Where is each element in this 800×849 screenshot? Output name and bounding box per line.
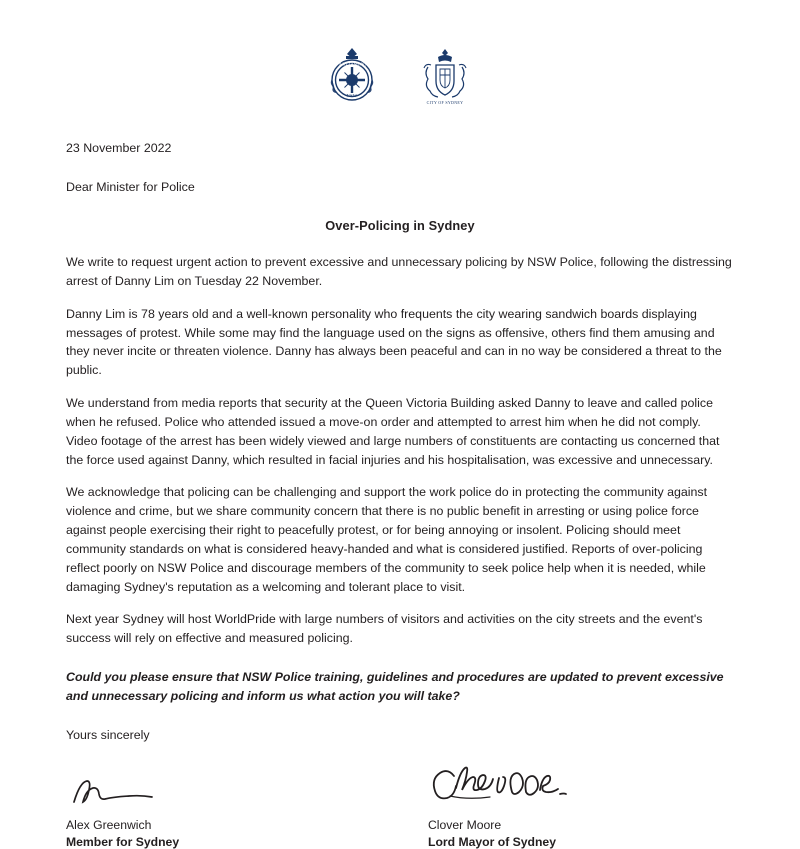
city-of-sydney-crest-icon — [414, 45, 476, 112]
letter-body — [66, 253, 734, 648]
signatory-clover-moore — [428, 756, 668, 849]
letter-paragraph: Next year Sydney will host WorldPride with large numbers of visitors and activities on the city streets and the event's success will rely on effective and measured policing. — [66, 612, 703, 646]
letter-call-to-action: Could you please ensure that NSW Police training, guidelines and procedures are updated to prevent excessive and unnecessary policing and inform us what action you will take? — [66, 670, 724, 704]
letter-paragraph: We acknowledge that policing can be challenging and support the work police do in protecting the community against violence and crime, but we share community concern that there is no public benefit in arresting or using police force against people exercising their right to peacefully protest, or for being annoying or insolent. Policing should meet community standards on what is considered heavy-handed and what is considered justified. Reports of over-policing reflect poorly on NSW Police and discourage members of the community to seek police help when it is needed, while damaging Sydney's reputation as a welcoming and tolerant place to visit. — [66, 485, 708, 594]
letter-paragraph: Danny Lim is 78 years old and a well-known personality who frequents the city wearing sandwich boards displaying messages of protest. While some may find the language used on the signs as offensive, others find them amusing and they never incite or threaten violence. Danny has always been peaceful and can in no way be considered a threat to the public. — [66, 306, 722, 378]
letter-date: 23 November 2022 — [66, 141, 172, 155]
svg-text:CITY OF SYDNEY: CITY OF SYDNEY — [426, 100, 464, 105]
signatory-role: Lord Mayor of Sydney — [428, 834, 556, 849]
signature-block — [66, 756, 734, 849]
handwritten-signature-alex-greenwich-icon — [66, 756, 306, 812]
letterhead-crests — [66, 0, 734, 112]
signatory-name: Alex Greenwich — [66, 817, 152, 832]
nsw-parliament-crest-icon — [324, 45, 380, 112]
svg-text:PARLIAMENT: PARLIAMENT — [336, 61, 368, 67]
svg-text:NSW: NSW — [346, 93, 358, 98]
letter-paragraph: We write to request urgent action to prevent excessive and unnecessary policing by NSW Police, following the distressing arrest of Danny Lim on Tuesday 22 November. — [66, 254, 732, 288]
letter-closing: Yours sincerely — [66, 727, 150, 742]
signatory-alex-greenwich — [66, 756, 306, 849]
signatory-role: Member for Sydney — [66, 834, 180, 849]
letter-paragraph: We understand from media reports that security at the Queen Victoria Building asked Danny to leave and called police when he refused. Police who attended issued a move-on order and attempted to arrest him when he did not comply. Video footage of the arrest has been widely viewed and large numbers of constituents are contacting us concerned that the force used against Danny, which resulted in facial injuries and his hospitalisation, was excessive and unnecessary. — [66, 396, 720, 467]
signatory-name: Clover Moore — [428, 817, 502, 832]
letter-salutation: Dear Minister for Police — [66, 179, 195, 194]
handwritten-signature-clover-moore-icon — [428, 756, 668, 812]
page-title: Over-Policing in Sydney — [325, 217, 475, 233]
